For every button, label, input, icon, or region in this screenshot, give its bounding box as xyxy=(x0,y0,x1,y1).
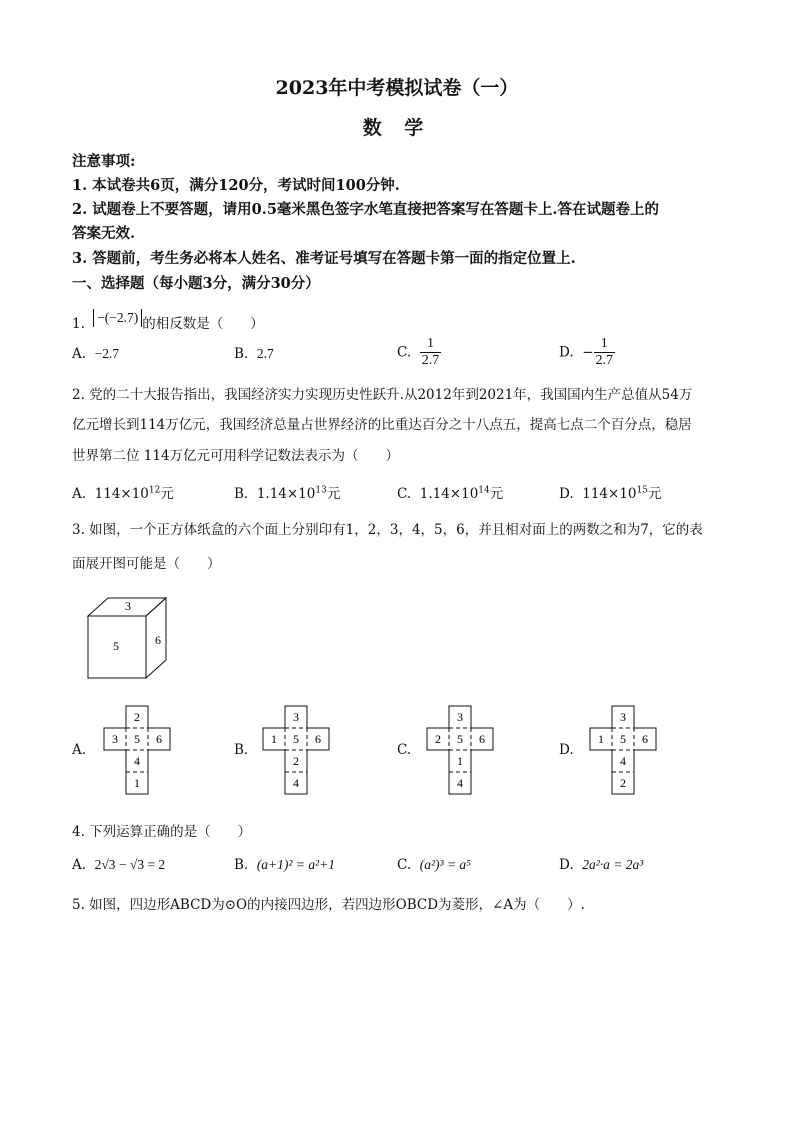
notice-item-2b: 答案无效. xyxy=(72,225,136,242)
abs-expression: −(−2.7) xyxy=(93,309,142,327)
cube-side-label: 6 xyxy=(155,633,161,647)
question-2-line1: 2. 党的二十大报告指出，我国经济实力实现历史性跃升.从2012年到2021年，我国国内生产总值从54万 xyxy=(72,387,693,403)
net-face-r3: 4 xyxy=(620,754,626,768)
net-face-r3: 4 xyxy=(134,754,140,768)
option-c: C. $1.14\times 10^{14}$元 xyxy=(397,485,504,502)
question-3-line1: 3. 如图，一个正方体纸盒的六个面上分别印有1，2，3，4，5，6，并且相对面上的两数之和为7，它的表 xyxy=(72,522,703,538)
question-stem: 的相反数是（ ） xyxy=(142,316,264,332)
net-face-right: 6 xyxy=(479,732,485,746)
net-d xyxy=(588,705,660,795)
option-b: B. 2.7 xyxy=(234,346,274,362)
notice-item-3: 3. 答题前，考生务必将本人姓名、准考证号填写在答题卡第一面的指定位置上. xyxy=(72,250,576,267)
net-face-r4: 1 xyxy=(134,776,140,790)
option-c: C. $\frac{1}{2.7}$ xyxy=(397,336,440,368)
net-face-r4: 2 xyxy=(620,776,626,790)
option-d: D. 2a²·a = 2a³ xyxy=(559,857,644,873)
net-c xyxy=(425,705,497,795)
question-3-line2: 面展开图可能是（ ） xyxy=(72,556,221,572)
question-1 xyxy=(72,312,264,333)
net-face-r4: 4 xyxy=(457,776,463,790)
net-face-r3: 2 xyxy=(293,754,299,768)
net-option-b-label: B. xyxy=(234,742,249,758)
question-number: 1. xyxy=(72,316,85,332)
net-option-c-label: C. xyxy=(397,742,412,758)
net-face-right: 6 xyxy=(315,732,321,746)
net-face-top: 2 xyxy=(134,710,140,724)
option-c: C. (a²)³ = a⁵ xyxy=(397,857,471,873)
option-b: B. (a+1)² = a²+1 xyxy=(234,857,335,873)
net-face-left: 3 xyxy=(112,732,118,746)
net-a xyxy=(102,705,174,795)
net-face-center: 5 xyxy=(293,732,299,746)
net-face-left: 2 xyxy=(435,732,441,746)
option-d: D. − $\frac{1}{2.7}$ xyxy=(559,336,614,368)
question-5: 5. 如图，四边形ABCD为⊙O的内接四边形，若四边形OBCD为菱形，∠A为（ ）. xyxy=(72,897,585,913)
net-face-top: 3 xyxy=(457,710,463,724)
exam-title: 2023年中考模拟试卷（一） xyxy=(275,77,519,99)
option-a: A. 2√3 − √3 = 2 xyxy=(72,857,166,873)
notice-item-1: 1. 本试卷共6页，满分120分，考试时间100分钟. xyxy=(72,177,400,194)
net-face-center: 5 xyxy=(134,732,140,746)
net-face-left: 1 xyxy=(598,732,604,746)
cube-front-label: 5 xyxy=(113,639,119,653)
net-face-r3: 1 xyxy=(457,754,463,768)
option-a: A. $114\times 10^{12}$元 xyxy=(72,485,174,502)
cube-top-label: 3 xyxy=(125,599,131,613)
question-4: 4. 下列运算正确的是（ ） xyxy=(72,824,252,840)
question-2-line2: 亿元增长到114万亿元，我国经济总量占世界经济的比重达百分之十八点五，提高七点二个百分点，稳居 xyxy=(72,417,692,433)
section-heading: 一、选择题（每小题3分，满分30分） xyxy=(72,275,320,292)
option-a: A. −2.7 xyxy=(72,346,120,362)
net-face-center: 5 xyxy=(620,732,626,746)
notice-heading: 注意事项: xyxy=(72,153,136,170)
option-b: B. $1.14\times 10^{13}$元 xyxy=(234,485,341,502)
net-face-center: 5 xyxy=(457,732,463,746)
question-2-line3: 世界第二位 114万亿元可用科学记数法表示为（ ） xyxy=(72,448,400,464)
net-b xyxy=(261,705,333,795)
fraction: $\frac{1}{2.7}$ xyxy=(421,336,440,368)
subject-title: 数 学 xyxy=(362,117,432,139)
net-face-top: 3 xyxy=(620,710,626,724)
option-d: D. $114\times 10^{15}$元 xyxy=(559,485,662,502)
net-face-right: 6 xyxy=(156,732,162,746)
net-face-left: 1 xyxy=(271,732,277,746)
net-face-right: 6 xyxy=(642,732,648,746)
net-option-d-label: D. xyxy=(559,742,574,758)
net-face-top: 3 xyxy=(293,710,299,724)
net-face-r4: 4 xyxy=(293,776,299,790)
net-option-a-label: A. xyxy=(72,742,87,758)
notice-item-2a: 2. 试题卷上不要答题，请用0.5毫米黑色签字水笔直接把答案写在答题卡上.答在试题卷上的 xyxy=(72,201,659,218)
cube-figure xyxy=(82,594,172,684)
fraction: $\frac{1}{2.7}$ xyxy=(595,336,614,368)
